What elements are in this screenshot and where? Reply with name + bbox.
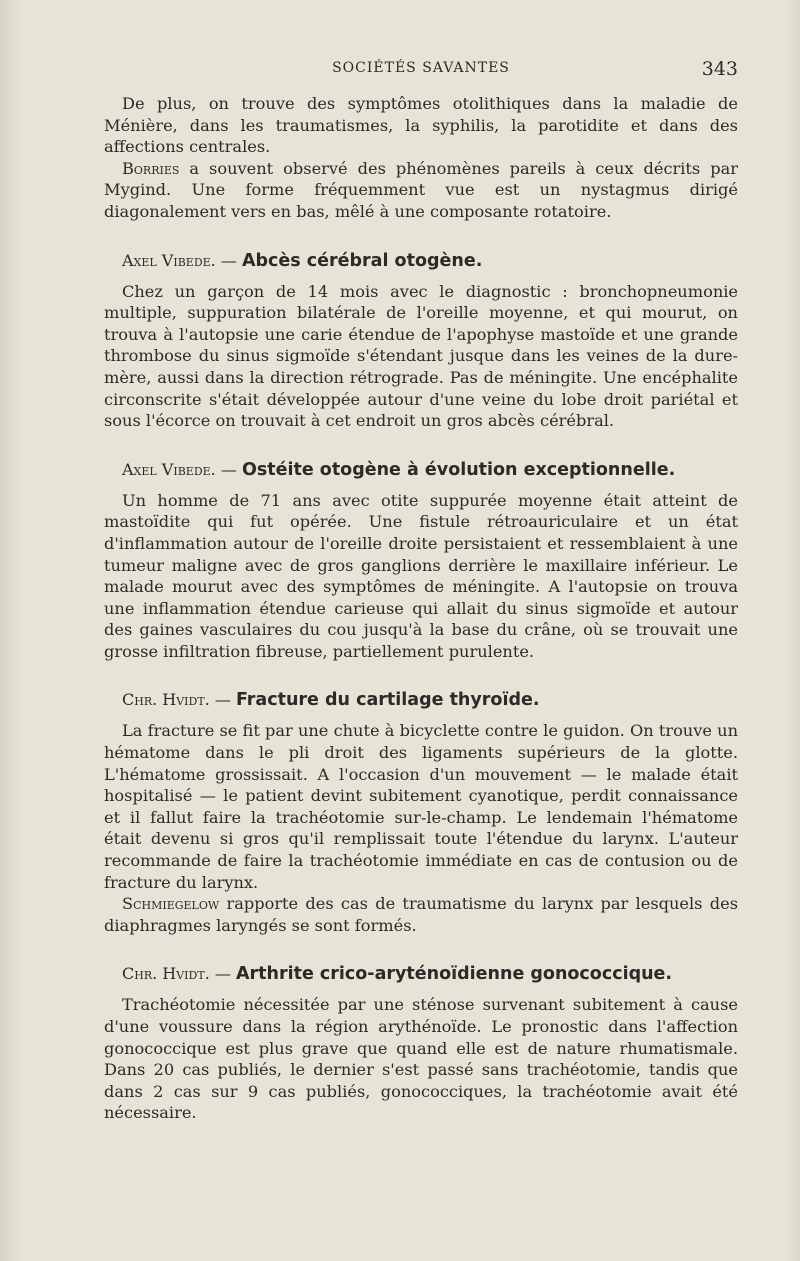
section-continuation xyxy=(104,93,738,223)
section-title: Fracture du cartilage thyroïde. xyxy=(235,690,540,711)
section-gap xyxy=(104,936,738,962)
section-abces-cerebral xyxy=(104,249,738,432)
section-arthrite-crico xyxy=(104,962,738,1124)
section-fracture-thyroide xyxy=(104,688,738,936)
section-title: Abcès cérébral otogène. xyxy=(241,250,483,271)
section-osteite-otogene xyxy=(104,458,738,663)
running-header xyxy=(104,58,738,82)
section-gap xyxy=(104,662,738,688)
page-number: 343 xyxy=(701,58,738,80)
author-name: Axel Vibede. xyxy=(122,250,216,270)
author-name: Chr. Hvidt. xyxy=(122,690,210,710)
section-title: Arthrite crico-aryténoïdienne gonococcique. xyxy=(235,964,673,985)
paragraph: Trachéotomie nécessitée par une sténose survenant subitement à cause d'une voussure dans la région arythénoïde. Le pronostic dans l'affection gonococcique est plus grave que quand elle est de nature rhumatismale. Dans 20 cas publiés, le dernier s'est passé sans trachéotomie, tandis que dans 2 cas sur 9 cas publiés, gonococciques, la trachéotomie avait été nécessaire. xyxy=(104,995,738,1123)
section-heading: Axel Vibede. — Abcès cérébral otogène. xyxy=(122,250,483,271)
section-title: Ostéite otogène à évolution exceptionnelle. xyxy=(241,459,676,480)
page-body xyxy=(104,93,738,1124)
author-name: Chr. Hvidt. xyxy=(122,964,210,984)
author-name: Borries xyxy=(122,158,180,178)
section-heading: Chr. Hvidt. — Fracture du cartilage thyroïde. xyxy=(122,690,540,711)
page-edge-shadow-left xyxy=(0,0,22,1261)
paragraph: Borries a souvent observé des phénomènes pareils à ceux décrits par Mygind. Une forme fréquemment vue est un nystagmus dirigé diagonalement vers en bas, mêlé à une composante rotatoire. xyxy=(104,158,738,221)
paragraph: Un homme de 71 ans avec otite suppurée moyenne était atteint de mastoïdite qui fut opérée. Une fistule rétroauriculaire et un état d'inflammation autour de l'oreille droite persistaient et ressemblaient à une tumeur maligne avec de gros ganglions derrière le maxillaire inférieur. Le malade mourut avec des symptômes de méningite. A l'autopsie on trouva une inflammation étendue carieuse qui allait du sinus sigmoïde et autour des gaines vasculaires du cou jusqu'à la base du crâne, où se trouvait une grosse infiltration fibreuse, partiellement purulente. xyxy=(104,490,738,661)
paragraph: La fracture se fit par une chute à bicyclette contre le guidon. On trouve un hématome dans le pli droit des ligaments supérieurs de la glotte. L'hématome grossissait. A l'occasion d'un mouvement — le malade était hospitalisé — le patient devint subitement cyanotique, perdit connaissance et il fallut faire la trachéotomie sur-le-champ. Le lendemain l'hématome était devenu si gros qu'il remplissait toute l'étendue du larynx. L'auteur recommande de faire la trachéotomie immédiate en cas de contusion ou de fracture du larynx. xyxy=(104,721,738,892)
paragraph: Schmiegelow rapporte des cas de traumatisme du larynx par lesquels des diaphragmes laryngés se sont formés. xyxy=(104,894,738,935)
section-heading: Chr. Hvidt. — Arthrite crico-aryténoïdienne gonococcique. xyxy=(122,964,673,985)
running-title: SOCIÉTÉS SAVANTES xyxy=(332,60,510,76)
paragraph: Chez un garçon de 14 mois avec le diagnostic : bronchopneumonie multiple, suppuration bilatérale de l'oreille moyenne, et qui mourut, on trouva à l'autopsie une carie étendue de l'apophyse mastoïde et une grande thrombose du sinus sigmoïde s'étendant jusque dans les veines de la dure-mère, aussi dans la direction rétrograde. Pas de méningite. Une encéphalite circonscrite s'était développée autour d'une veine du lobe droit pariétal et sous l'écorce on trouvait à cet endroit un gros abcès cérébral. xyxy=(104,281,738,431)
paragraph: De plus, on trouve des symptômes otolithiques dans la maladie de Ménière, dans les traumatismes, la syphilis, la parotidite et dans des affections centrales. xyxy=(104,94,738,157)
section-gap xyxy=(104,223,738,249)
author-name: Schmiegelow xyxy=(122,894,220,914)
section-heading: Axel Vibede. — Ostéite otogène à évolution exceptionnelle. xyxy=(122,459,676,480)
section-gap xyxy=(104,432,738,458)
author-name: Axel Vibede. xyxy=(122,459,216,479)
page-edge-shadow-right xyxy=(786,0,800,1261)
